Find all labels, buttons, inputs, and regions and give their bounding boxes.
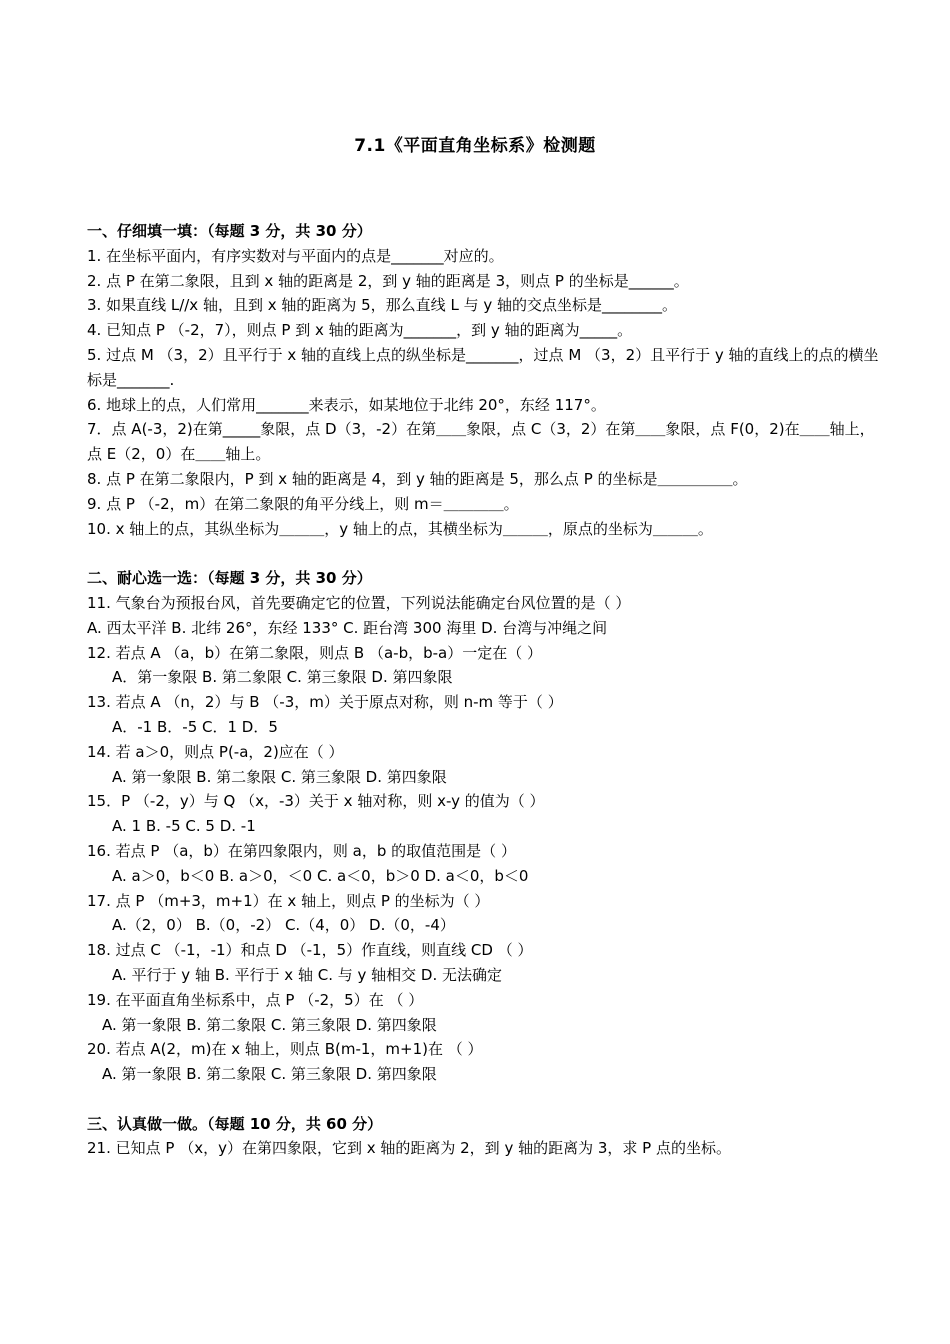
document-body (87, 219, 887, 1161)
question-17-options: A.（2，0） B.（0，-2） C.（4，0） D.（0，-4） (112, 916, 455, 935)
question-2: 2. 点 P 在第二象限，且到 x 轴的距离是 2，到 y 轴的距离是 3，则点 P 的坐标是______。 (87, 271, 689, 290)
question-14: 14. 若 a＞0，则点 P(-a，2)应在（ ） (87, 742, 344, 761)
question-11-options: A. 西太平洋 B. 北纬 26°，东经 133° C. 距台湾 300 海里 D. 台湾与冲绳之间 (87, 618, 608, 637)
question-15-options: A. 1 B. -5 C. 5 D. -1 (112, 817, 256, 836)
question-12: 12. 若点 A （a，b）在第二象限，则点 B （a-b，b-a）一定在（ ） (87, 643, 542, 662)
question-5: 5. 过点 M （3，2）且平行于 x 轴的直线上点的纵坐标是_______，过点 M （3，2）且平行于 y 轴的直线上的点的横坐标是_______. (87, 345, 879, 389)
question-19-options: A. 第一象限 B. 第二象限 C. 第三象限 D. 第四象限 (102, 1015, 437, 1034)
section-heading-multiple-choice: 二、耐心选一选：（每题 3 分，共 30 分） (87, 569, 372, 588)
section-spacer (87, 1087, 887, 1112)
question-15: 15．P （-2，y）与 Q （x，-3）关于 x 轴对称，则 x-y 的值为（ ） (87, 792, 545, 811)
question-20-options: A. 第一象限 B. 第二象限 C. 第三象限 D. 第四象限 (102, 1065, 437, 1084)
section-spacer (87, 541, 887, 566)
question-16-options: A. a＞0，b＜0 B. a＞0，＜0 C. a＜0，b＞0 D. a＜0，b＜0 (112, 866, 529, 885)
section-heading-fill-in: 一、仔细填一填：（每题 3 分，共 30 分） (87, 222, 372, 240)
document-title: 7.1《平面直角坐标系》检测题 (354, 136, 596, 156)
question-13-options: A．-1 B．-5 C．1 D．5 (112, 717, 278, 736)
question-19: 19. 在平面直角坐标系中，点 P （-2，5）在 （ ） (87, 990, 424, 1009)
question-6: 6. 地球上的点，人们常用_______来表示，如某地位于北纬 20°，东经 117°。 (87, 395, 606, 414)
question-11: 11. 气象台为预报台风，首先要确定它的位置，下列说法能确定台风位置的是（ ） (87, 593, 631, 612)
question-4: 4. 已知点 P （-2，7），则点 P 到 x 轴的距离为_______，到 y 轴的距离为_____。 (87, 321, 633, 340)
question-13: 13. 若点 A （n，2）与 B （-3，m）关于原点对称，则 n-m 等于（ ） (87, 693, 563, 712)
question-8: 8. 点 P 在第二象限内，P 到 x 轴的距离是 4，到 y 轴的距离是 5，那么点 P 的坐标是＿＿＿＿＿。 (87, 469, 748, 488)
question-7: 7．点 A(-3，2)在第_____象限，点 D（3，-2）在第＿＿象限，点 C（3，2）在第＿＿象限，点 F(0，2)在＿＿轴上，点 E（2，0）在＿＿轴上。 (87, 420, 875, 464)
question-9: 9. 点 P （-2，m）在第二象限的角平分线上，则 m＝＿＿＿＿。 (87, 494, 519, 513)
question-16: 16. 若点 P （a，b）在第四象限内，则 a，b 的取值范围是（ ） (87, 841, 516, 860)
question-12-options: A．第一象限 B. 第二象限 C. 第三象限 D. 第四象限 (112, 668, 453, 687)
question-1: 1. 在坐标平面内，有序实数对与平面内的点是_______对应的。 (87, 246, 504, 265)
question-18: 18. 过点 C （-1，-1）和点 D （-1，5）作直线，则直线 CD （ ） (87, 941, 533, 960)
question-21: 21. 已知点 P （x，y）在第四象限，它到 x 轴的距离为 2，到 y 轴的距离为 3，求 P 点的坐标。 (87, 1139, 731, 1158)
question-17: 17. 点 P （m+3，m+1）在 x 轴上，则点 P 的坐标为（ ） (87, 891, 490, 910)
question-10: 10. x 轴上的点，其纵坐标为＿＿＿，y 轴上的点，其横坐标为＿＿＿，原点的坐标为＿＿＿。 (87, 519, 713, 538)
question-20: 20. 若点 A(2，m)在 x 轴上，则点 B(m-1，m+1)在 （ ） (87, 1040, 483, 1059)
question-14-options: A. 第一象限 B. 第二象限 C. 第三象限 D. 第四象限 (112, 767, 447, 786)
question-3: 3. 如果直线 L//x 轴，且到 x 轴的距离为 5，那么直线 L 与 y 轴的交点坐标是________。 (87, 296, 677, 315)
question-18-options: A. 平行于 y 轴 B. 平行于 x 轴 C. 与 y 轴相交 D. 无法确定 (112, 965, 503, 984)
section-heading-solve: 三、认真做一做。（每题 10 分，共 60 分） (87, 1114, 383, 1133)
